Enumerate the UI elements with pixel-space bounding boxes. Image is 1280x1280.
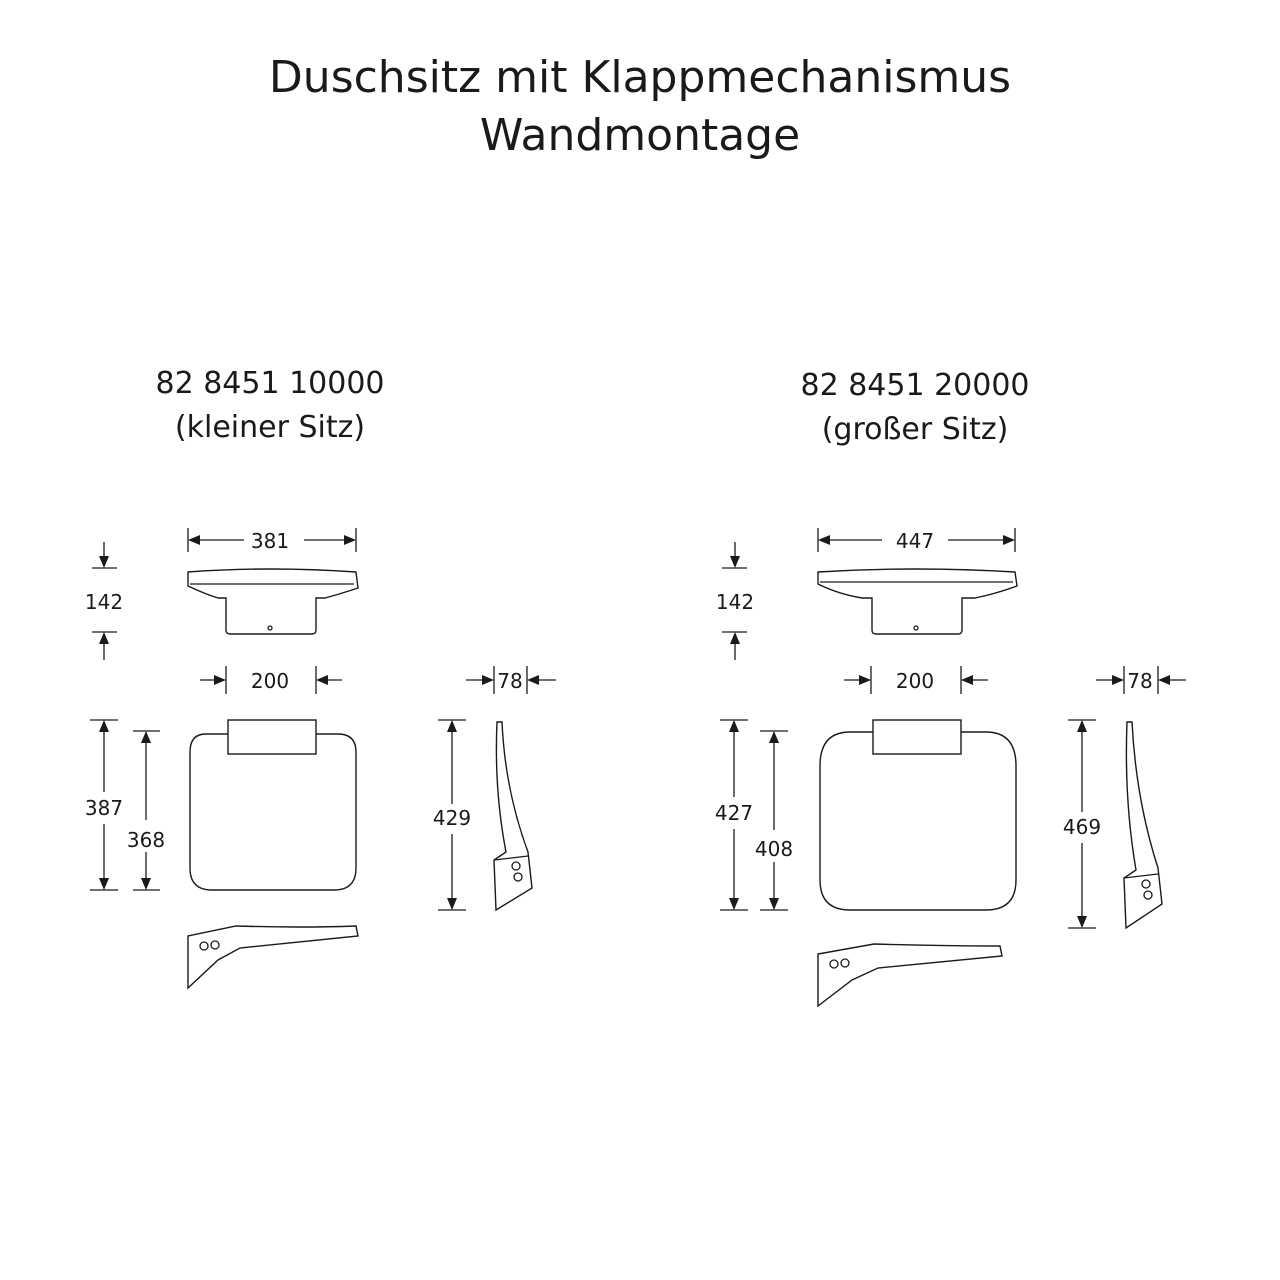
- dimension-seat-height: [127, 731, 165, 890]
- dimension-side-width: [466, 666, 556, 694]
- variant-name: (großer Sitz): [821, 412, 1009, 447]
- seat-front-view: [190, 720, 356, 890]
- variant-name: (kleiner Sitz): [174, 410, 366, 445]
- dim-label: 368: [126, 828, 166, 852]
- seat-side-view: [1124, 722, 1162, 928]
- dimension-overall-height: [715, 720, 753, 910]
- dim-label: 447: [895, 529, 935, 553]
- title-line-1: Duschsitz mit Klappmechanismus: [268, 52, 1012, 103]
- dimension-side-height: [1063, 720, 1101, 928]
- dimension-width: [188, 528, 356, 553]
- dimension-overall-height: [85, 720, 123, 890]
- article-number: 82 8451 20000: [800, 368, 1030, 403]
- drawing-large-seat: [715, 528, 1186, 1006]
- dim-label: 408: [754, 837, 794, 861]
- dim-label: 142: [84, 590, 124, 614]
- dimension-side-height: [433, 720, 471, 910]
- drawing-small-seat: [85, 528, 556, 988]
- dimension-bracket-width: [844, 666, 988, 694]
- dimension-seat-height: [755, 731, 793, 910]
- article-number: 82 8451 10000: [155, 366, 385, 401]
- seat-folded-view: [818, 944, 1002, 1006]
- dim-label: 381: [250, 529, 290, 553]
- dim-label: 200: [250, 669, 290, 693]
- dim-label: 78: [497, 669, 523, 693]
- dimension-bracket-width: [200, 666, 342, 694]
- seat-folded-view: [188, 926, 358, 988]
- dim-label: 429: [432, 806, 472, 830]
- dim-label: 427: [714, 801, 754, 825]
- dim-label: 387: [84, 796, 124, 820]
- seat-top-view: [818, 569, 1017, 634]
- title-line-2: Wandmontage: [479, 110, 801, 161]
- seat-top-view: [188, 569, 358, 634]
- dim-label: 200: [895, 669, 935, 693]
- dim-label: 469: [1062, 815, 1102, 839]
- dim-label: 142: [715, 590, 755, 614]
- seat-front-view: [820, 720, 1016, 910]
- dimension-side-width: [1096, 666, 1186, 694]
- dimension-depth: [716, 542, 754, 660]
- dimension-depth: [85, 542, 123, 660]
- dimension-width: [818, 528, 1015, 553]
- dim-label: 78: [1127, 669, 1153, 693]
- seat-side-view: [494, 722, 532, 910]
